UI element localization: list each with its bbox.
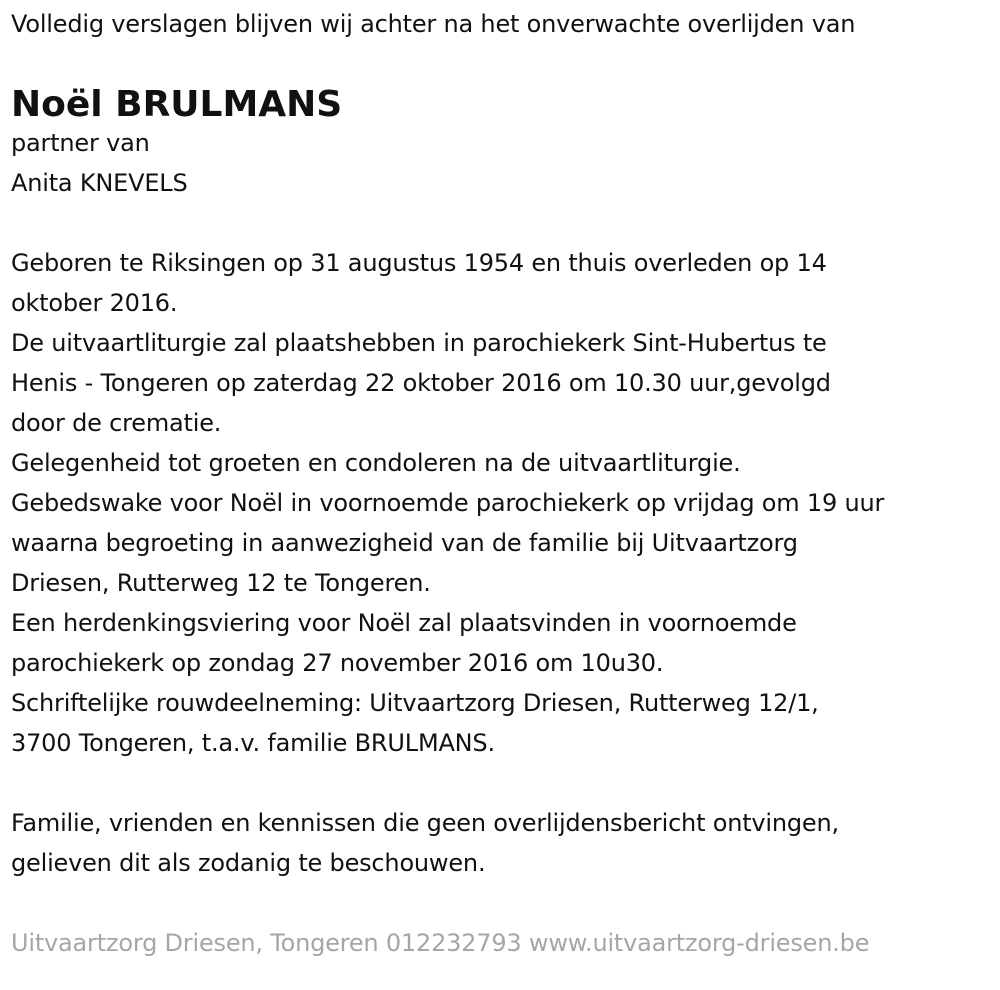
intro-text: Volledig verslagen blijven wij achter na het onverwachte overlijden van: [11, 10, 856, 38]
funeral-home-footer: Uitvaartzorg Driesen, Tongeren 012232793 www.uitvaartzorg-driesen.be: [11, 929, 870, 957]
partner-relation: partner van: [11, 129, 150, 157]
death-notice: [11, 4, 996, 963]
detail-line: 3700 Tongeren, t.a.v. familie BRULMANS.: [11, 729, 495, 757]
detail-line: Henis - Tongeren op zaterdag 22 oktober 2016 om 10.30 uur,gevolgd: [11, 369, 831, 397]
detail-line: De uitvaartliturgie zal plaatshebben in parochiekerk Sint-Hubertus te: [11, 329, 827, 357]
deceased-name: Noël BRULMANS: [11, 84, 343, 125]
partner-block: [11, 123, 996, 203]
detail-line: Geboren te Riksingen op 31 augustus 1954 en thuis overleden op 14: [11, 249, 827, 277]
detail-line: oktober 2016.: [11, 289, 178, 317]
partner-name: Anita KNEVELS: [11, 169, 188, 197]
notice-details: [11, 243, 996, 763]
detail-line: Gebedswake voor Noël in voornoemde parochiekerk op vrijdag om 19 uur: [11, 489, 885, 517]
detail-line: Schriftelijke rouwdeelneming: Uitvaartzorg Driesen, Rutterweg 12/1,: [11, 689, 819, 717]
detail-line: waarna begroeting in aanwezigheid van de familie bij Uitvaartzorg: [11, 529, 798, 557]
detail-line: parochiekerk op zondag 27 november 2016 om 10u30.: [11, 649, 664, 677]
detail-line: Gelegenheid tot groeten en condoleren na de uitvaartliturgie.: [11, 449, 741, 477]
closing-line: gelieven dit als zodanig te beschouwen.: [11, 849, 486, 877]
closing-line: Familie, vrienden en kennissen die geen overlijdensbericht ontvingen,: [11, 809, 839, 837]
detail-line: Driesen, Rutterweg 12 te Tongeren.: [11, 569, 431, 597]
detail-line: door de crematie.: [11, 409, 222, 437]
detail-line: Een herdenkingsviering voor Noël zal plaatsvinden in voornoemde: [11, 609, 797, 637]
closing-note: [11, 803, 996, 883]
